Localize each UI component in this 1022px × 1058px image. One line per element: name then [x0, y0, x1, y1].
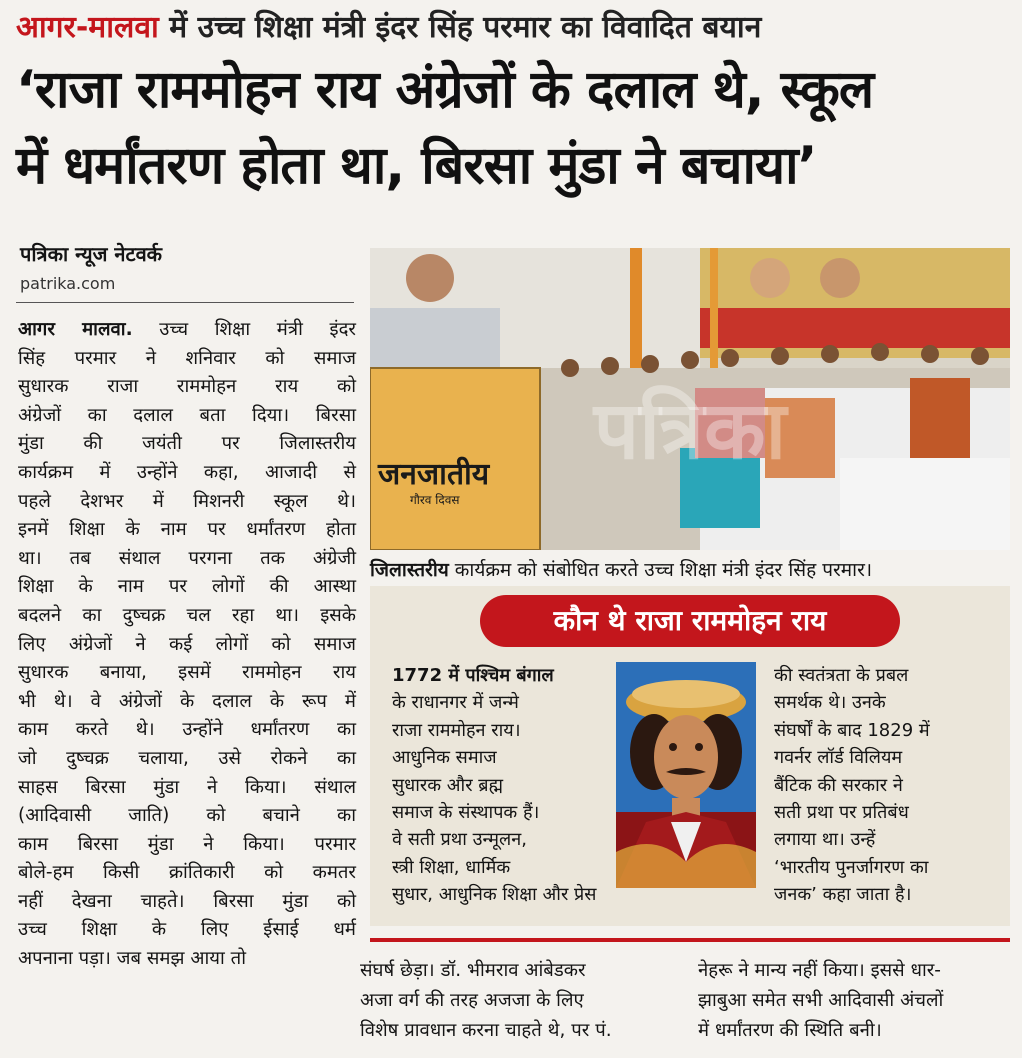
- info-line: बैंटिक की सरकार ने: [774, 774, 903, 796]
- info-line: सुधारक और ब्रह्म: [392, 774, 504, 796]
- story-line: पहले देशभर में मिशनरी स्कूल थे।: [18, 490, 356, 512]
- story-line: लिए अंग्रेजों ने कई लोगों को समाज: [18, 633, 356, 655]
- story-line: सिंह परमार ने शनिवार को समाज: [18, 347, 356, 369]
- story-line: उच्च शिक्षा के लिए ईसाई धर्म: [18, 919, 356, 941]
- watermark: पत्रिका: [593, 384, 787, 477]
- story-column-2: [360, 956, 690, 1046]
- event-photo: [370, 248, 1010, 550]
- story-line: विशेष प्रावधान करना चाहते थे, पर पं.: [360, 1020, 612, 1041]
- info-line: समाज के संस्थापक हैं।: [392, 802, 540, 824]
- story-line: जो दुष्चक्र चलाया, उसे रोकने का: [18, 747, 356, 769]
- info-line: स्त्री शिक्षा, धार्मिक: [392, 856, 511, 878]
- story-line: साहस बिरसा मुंडा ने किया। संथाल: [18, 776, 356, 798]
- story-line: बोले-हम किसी क्रांतिकारी को कमतर: [18, 862, 356, 884]
- story-line: (आदिवासी जाति) को बचाने का: [18, 805, 356, 827]
- headline: [16, 52, 1016, 204]
- info-line: 1772 में पश्चिम बंगाल: [392, 665, 554, 686]
- caption-text: कार्यक्रम को संबोधित करते उच्च शिक्षा मंत्री इंदर सिंह परमार।: [448, 559, 873, 581]
- story-line: सुधारक राजा राममोहन राय को: [18, 376, 356, 398]
- story-line: अपनाना पड़ा। जब समझ आया तो: [18, 948, 246, 970]
- info-line: सती प्रथा पर प्रतिबंध: [774, 802, 909, 824]
- info-line: राजा राममोहन राय।: [392, 719, 521, 741]
- kicker-place: आगर-मालवा: [16, 10, 159, 45]
- info-line: सुधार, आधुनिक शिक्षा और प्रेस: [392, 884, 597, 906]
- story-line: संघर्ष छेड़ा। डॉ. भीमराव आंबेडकर: [360, 960, 586, 981]
- headline-line-1: ‘राजा राममोहन राय अंग्रेजों के दलाल थे, स्कूल: [16, 60, 874, 120]
- divider: [16, 302, 354, 303]
- headline-line-2: में धर्मांतरण होता था, बिरसा मुंडा ने बचाया’: [16, 136, 817, 196]
- photo-caption: [370, 556, 1010, 582]
- info-line: वे सती प्रथा उन्मूलन,: [392, 829, 527, 851]
- story-lead: आगर मालवा.: [18, 319, 133, 340]
- story-line: काम करते थे। उन्होंने धर्मांतरण का: [18, 719, 356, 741]
- kicker: [16, 8, 1012, 48]
- story-line: अंग्रेजों का दलाल बता दिया। बिरसा: [18, 404, 356, 426]
- story-line: भी थे। वे अंग्रेजों के दलाल के रूप में: [18, 690, 356, 712]
- kicker-text: में उच्च शिक्षा मंत्री इंदर सिंह परमार का विवादित बयान: [158, 10, 762, 45]
- info-line: की स्वतंत्रता के प्रबल: [774, 665, 909, 686]
- story-line: शिक्षा के नाम पर लोगों की आस्था: [18, 576, 356, 598]
- caption-bold: जिलास्तरीय: [370, 559, 449, 581]
- portrait-image: [616, 662, 756, 888]
- story-line: आगर मालवा. उच्च शिक्षा मंत्री इंदर: [18, 319, 356, 340]
- story-column: [18, 316, 356, 974]
- story-line: काम बिरसा मुंडा ने किया। परमार: [18, 833, 356, 855]
- info-line: संघर्षों के बाद 1829 में: [774, 719, 930, 741]
- info-line: जनक’ कहा जाता है।: [774, 884, 912, 906]
- info-box-title: कौन थे राजा राममोहन राय: [480, 595, 900, 647]
- banner-text: जनजातीय: [378, 457, 490, 492]
- info-line: लगाया था। उन्हें: [774, 829, 876, 851]
- story-line: बदलने का दुष्चक्र चल रहा था। इसके: [18, 604, 356, 626]
- story-column-3: [698, 956, 1014, 1046]
- story-line: झाबुआ समेत सभी आदिवासी अंचलों: [698, 990, 944, 1011]
- info-line: आधुनिक समाज: [392, 747, 497, 769]
- story-line: सुधारक बनाया, इसमें राममोहन राय: [18, 662, 356, 684]
- info-line: गवर्नर लॉर्ड विलियम: [774, 747, 903, 769]
- info-box-left: [392, 662, 614, 909]
- box-bottom-rule: [370, 938, 1010, 942]
- story-line: नेहरू ने मान्य नहीं किया। इससे धार-: [698, 960, 941, 981]
- banner-subtext: गौरव दिवस: [410, 493, 460, 507]
- story-line: नहीं देखना चाहते। बिरसा मुंडा को: [18, 890, 356, 912]
- info-box-right: [774, 662, 1004, 909]
- site-url[interactable]: patrika.com: [20, 274, 116, 293]
- info-line: के राधानगर में जन्मे: [392, 692, 519, 714]
- story-line: मुंडा की जयंती पर जिलास्तरीय: [18, 433, 356, 455]
- info-line: ‘भारतीय पुनर्जागरण का: [774, 856, 929, 878]
- story-line: अजा वर्ग की तरह अजजा के लिए: [360, 990, 584, 1011]
- story-line: कार्यक्रम में उन्होंने कहा, आजादी से: [18, 461, 356, 483]
- byline: पत्रिका न्यूज नेटवर्क: [20, 242, 163, 266]
- story-line: इनमें शिक्षा के नाम पर धर्मांतरण होता: [18, 519, 356, 541]
- info-line: समर्थक थे। उनके: [774, 692, 886, 714]
- story-line: था। तब संथाल परगना तक अंग्रेजी: [18, 547, 356, 569]
- story-line: में धर्मांतरण की स्थिति बनी।: [698, 1020, 882, 1041]
